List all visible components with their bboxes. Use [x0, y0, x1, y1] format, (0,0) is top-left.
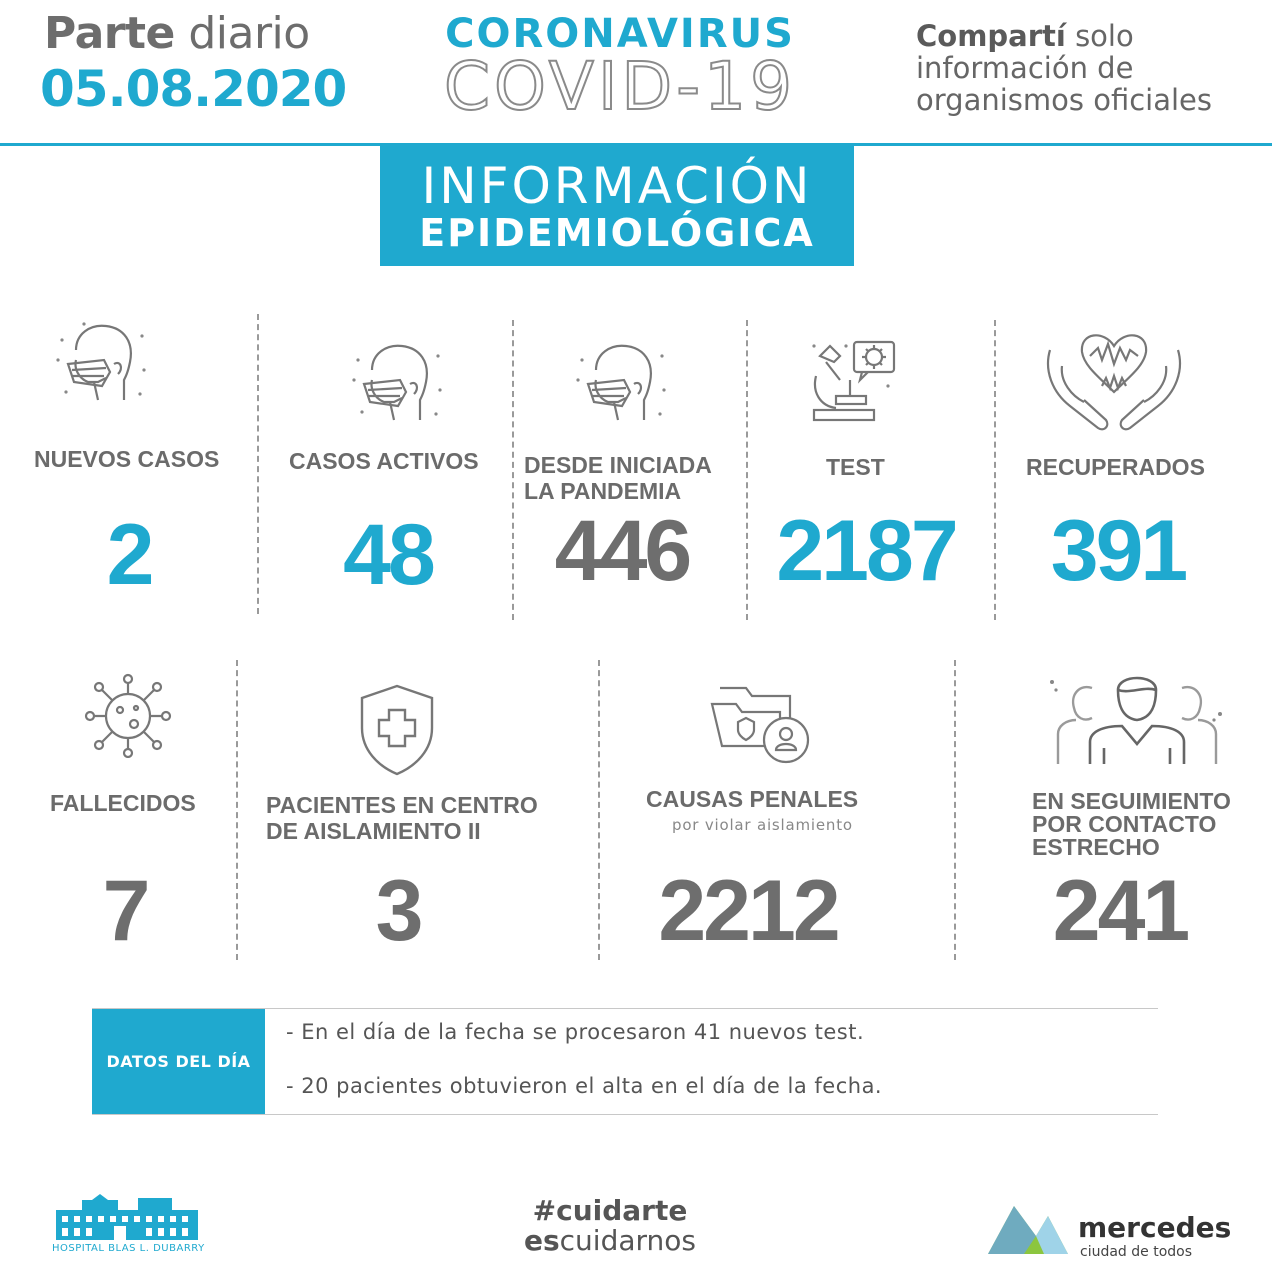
- datos-bottom-rule: [92, 1114, 1158, 1115]
- shield-cross-icon: [356, 682, 438, 778]
- covid-title: COVID-19: [443, 48, 797, 125]
- pandemia-label-line1: DESDE INICIADA: [524, 452, 712, 478]
- hashtag-line2-es: es: [524, 1224, 560, 1257]
- test-label: TEST: [826, 454, 885, 480]
- nuevos-casos-value: 2: [106, 507, 152, 603]
- folder-user-icon: [706, 680, 816, 770]
- datos-del-dia-title: DATOS DEL DÍA: [92, 1009, 265, 1114]
- column-divider: [954, 660, 956, 960]
- datos-line-1: - En el día de la fecha se procesaron 41 nuevos test.: [286, 1020, 865, 1044]
- hashtag-line2: [520, 1226, 700, 1256]
- mercedes-logo-icon: [984, 1196, 1070, 1258]
- pandemia-value: 446: [554, 503, 690, 599]
- hashtag-line1: #cuidarte: [532, 1194, 688, 1227]
- share-line3: organismos oficiales: [916, 83, 1212, 117]
- banner-line2: EPIDEMIOLÓGICA: [419, 211, 815, 255]
- casos-activos-value: 48: [343, 507, 433, 603]
- virus-icon: [82, 672, 174, 758]
- causas-penales-value: 2212: [658, 863, 838, 959]
- recuperados-value: 391: [1050, 503, 1186, 599]
- seguimiento-label-line2: POR CONTACTO: [1032, 811, 1217, 837]
- coronavirus-title: CORONAVIRUS: [445, 11, 795, 57]
- aislamiento-label-line2: DE AISLAMIENTO II: [266, 818, 481, 844]
- hospital-name: HOSPITAL BLAS L. DUBARRY: [52, 1243, 205, 1254]
- mercedes-name: mercedes: [1078, 1211, 1232, 1244]
- casos-activos-label: CASOS ACTIVOS: [289, 448, 479, 474]
- microscope-icon: [806, 336, 900, 428]
- header-title-light: diario: [188, 8, 310, 59]
- hospital-logo: [52, 1192, 202, 1242]
- share-bold: Compartí: [916, 19, 1066, 53]
- masked-face-icon: [574, 340, 670, 430]
- masked-face-icon: [54, 320, 150, 410]
- hashtag-line2-cuidarnos: cuidarnos: [559, 1224, 696, 1257]
- pandemia-label-line2: LA PANDEMIA: [524, 478, 682, 504]
- masked-face-icon: [350, 340, 446, 430]
- column-divider: [257, 314, 259, 614]
- seguimiento-value: 241: [1052, 863, 1188, 959]
- people-contact-icon: [1044, 668, 1230, 768]
- aislamiento-value: 3: [375, 863, 421, 959]
- report-date: 05.08.2020: [40, 60, 347, 118]
- share-rest: solo: [1075, 19, 1134, 53]
- column-divider: [994, 320, 996, 620]
- header-title-bold: Parte: [44, 8, 175, 59]
- banner-line1: INFORMACIÓN: [421, 157, 813, 215]
- test-value: 2187: [776, 503, 956, 599]
- header-title: [44, 8, 310, 59]
- datos-line-2: - 20 pacientes obtuvieron el alta en el día de la fecha.: [286, 1074, 883, 1098]
- seguimiento-label: [1032, 790, 1231, 859]
- column-divider: [236, 660, 238, 960]
- column-divider: [512, 320, 514, 620]
- mercedes-tagline: ciudad de todos: [1080, 1244, 1193, 1260]
- info-banner: [380, 146, 854, 266]
- seguimiento-label-line3: ESTRECHO: [1032, 834, 1160, 860]
- causas-penales-label: CAUSAS PENALES: [646, 786, 859, 812]
- fallecidos-value: 7: [102, 863, 148, 959]
- seguimiento-label-line1: EN SEGUIMIENTO: [1032, 788, 1231, 814]
- hashtag-cuidarte: [520, 1196, 700, 1256]
- share-line2: información de: [916, 51, 1134, 85]
- column-divider: [746, 320, 748, 620]
- column-divider: [598, 660, 600, 960]
- recuperados-label: RECUPERADOS: [1026, 454, 1205, 480]
- aislamiento-label-line1: PACIENTES EN CENTRO: [266, 792, 538, 818]
- pandemia-label: [524, 452, 712, 504]
- fallecidos-label: FALLECIDOS: [50, 790, 196, 816]
- nuevos-casos-label: NUEVOS CASOS: [34, 446, 220, 472]
- aislamiento-label: [266, 792, 538, 844]
- share-notice: [916, 20, 1246, 116]
- hands-heart-icon: [1044, 326, 1184, 436]
- causas-penales-sublabel: por violar aislamiento: [672, 816, 853, 834]
